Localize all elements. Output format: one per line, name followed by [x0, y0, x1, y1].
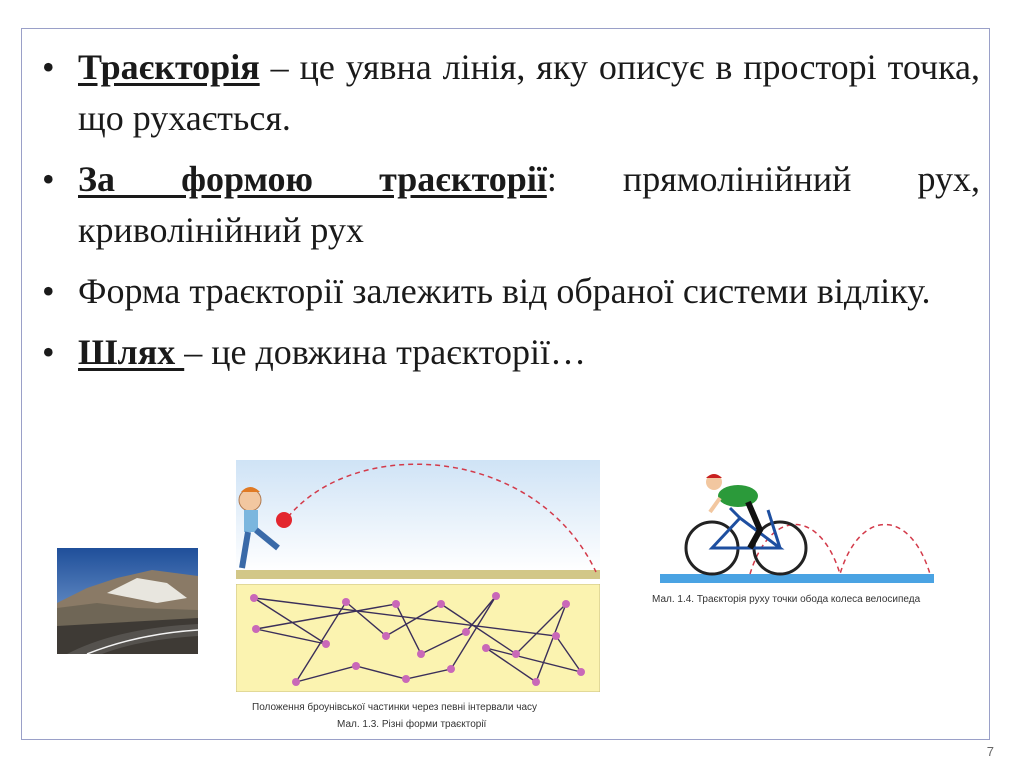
page-number: 7 [986, 744, 994, 759]
definition-trajectory: – це уявна лінія, яку описує в просторі точка, що рухається. [78, 47, 980, 138]
bullet-path: • Шлях – це довжина траєкторії… [42, 332, 587, 372]
term-trajectory-shape: За формою траєкторії [78, 159, 547, 199]
brownian-motion-illustration [236, 584, 600, 692]
ball-trajectory-illustration [236, 460, 600, 582]
definition-path: – це довжина траєкторії… [184, 332, 587, 372]
figure-1-3-caption: Мал. 1.3. Різні форми траєкторії [337, 719, 487, 730]
road-photo [57, 548, 198, 654]
bullet-trajectory-shape: • За формою траєкторії: прямолінійний рух, криволінійний рух [42, 159, 980, 250]
text-reference-frame: Форма траєкторії залежить від обраної системи відліку. [78, 271, 931, 311]
term-path: Шлях [78, 332, 185, 372]
cyclist-illustration [660, 468, 934, 586]
bullet-list [40, 42, 980, 388]
definition-trajectory-shape: : прямолінійний рух, криволінійний рух [78, 159, 980, 250]
brownian-caption: Положення броунівської частинки через певні інтервали часу [252, 702, 538, 713]
bullet-trajectory: • Траєкторія – це уявна лінія, яку описує в просторі точка, що рухається. [42, 47, 980, 138]
figure-1-4-caption: Мал. 1.4. Траєкторія руху точки обода колеса велосипеда [652, 594, 921, 605]
term-trajectory: Траєкторія [78, 47, 260, 87]
bullet-reference-frame: • Форма траєкторії залежить від обраної системи відліку. [42, 271, 931, 311]
